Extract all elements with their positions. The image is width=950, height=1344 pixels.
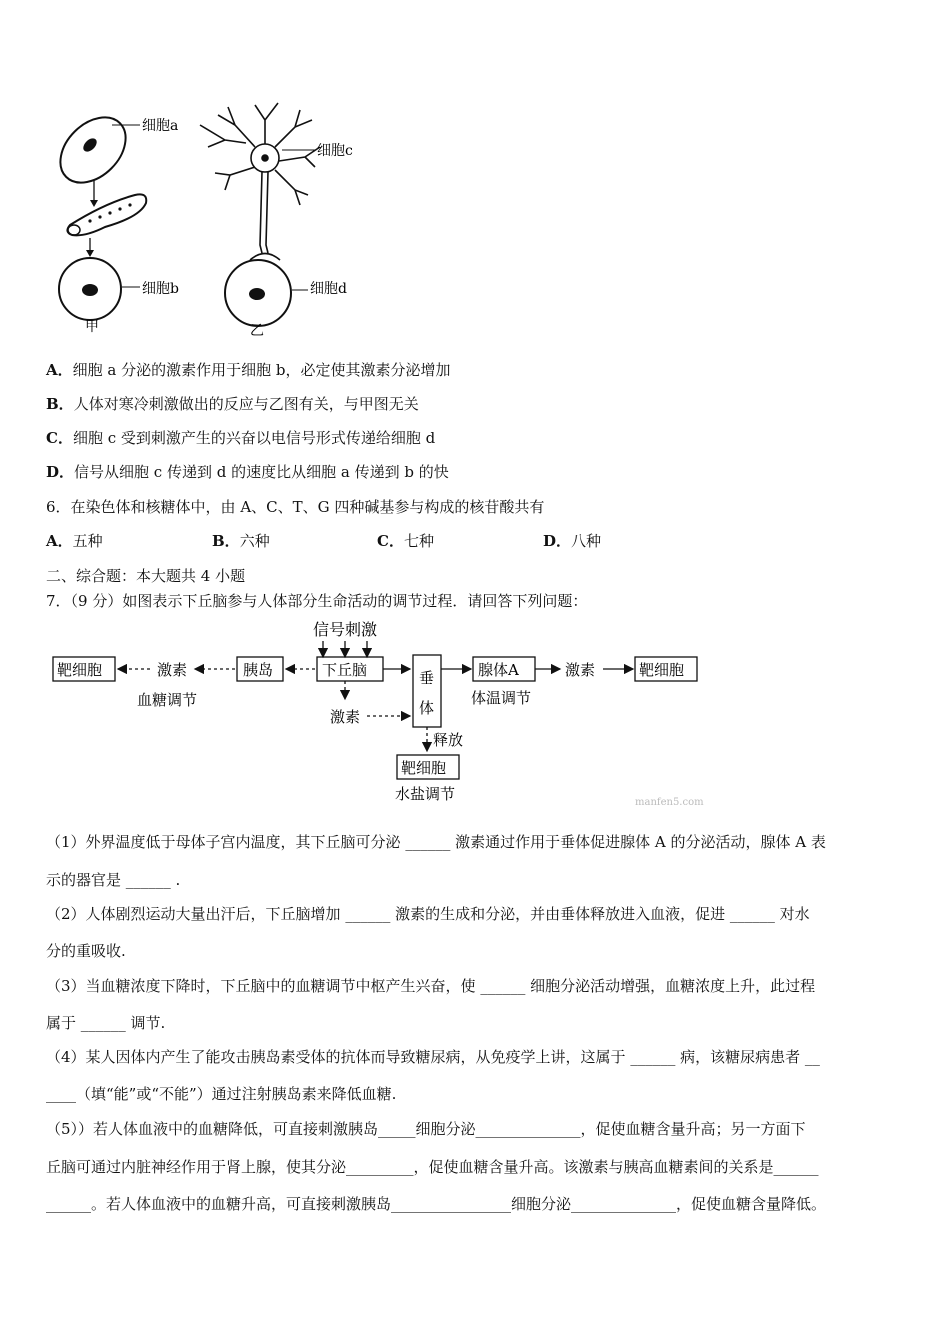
hormone-left-label: 激素 — [157, 661, 188, 679]
blood-sugar-label: 血糖调节 — [137, 691, 198, 709]
q7-part-3-line2: 属于 ______ 调节. — [46, 1014, 166, 1032]
figure-label-yi: 乙 — [250, 323, 264, 339]
q7-stem: 7．（9 分）如图表示下丘脑参与人体部分生命活动的调节过程．请回答下列问题： — [46, 592, 588, 610]
target-cell-bottom-label: 靶细胞 — [401, 759, 447, 777]
q7-part-1-line1: （1）外界温度低于母体子宫内温度，其下丘脑可分泌 ______ 激素通过作用于垂体促进腺体 A 的分泌活动，腺体 A 表 — [46, 833, 826, 851]
cell-b-drawing — [59, 258, 140, 320]
cell-a-label: 细胞a — [142, 118, 179, 134]
cell-b-label: 细胞b — [142, 281, 179, 297]
q6-option-a: A．五种 — [46, 532, 103, 550]
q6-stem: 6．在染色体和核糖体中，由 A、C、T、G 四种碱基参与构成的核苷酸共有 — [46, 498, 545, 516]
arrow-down-icon — [86, 250, 94, 257]
cell-d-label: 细胞d — [310, 281, 347, 297]
q5-option-c: C．细胞 c 受到刺激产生的兴奋以电信号形式传递给细胞 d — [46, 429, 436, 447]
watermark: manfen5.com — [635, 797, 704, 808]
target-cell-right-label: 靶细胞 — [639, 661, 685, 679]
release-label: 释放 — [433, 731, 464, 749]
q5-option-d: D．信号从细胞 c 传递到 d 的速度比从细胞 a 传递到 b 的快 — [46, 463, 449, 481]
gland-a-label: 腺体A — [478, 661, 519, 679]
cell-d-drawing — [225, 260, 308, 326]
q5-option-a: A．细胞 a 分泌的激素作用于细胞 b，必定使其激素分泌增加 — [46, 361, 451, 379]
figure-label-jia: 甲 — [85, 319, 99, 335]
hypothalamus-label: 下丘脑 — [322, 661, 368, 679]
neuron-c-drawing — [200, 103, 320, 260]
section-heading: 二、综合题：本大题共 4 小题 — [46, 567, 246, 585]
q7-part-2-line2: 分的重吸收. — [46, 942, 126, 960]
hormone-mid-label: 激素 — [330, 708, 361, 726]
arrow-down-icon — [90, 200, 98, 207]
q7-part-4-line2: ____（填“能”或“不能”）通过注射胰岛素来降低血糖. — [46, 1085, 397, 1103]
target-cell-left-label: 靶细胞 — [57, 661, 103, 679]
q7-part-5-line2: 丘脑可通过内脏神经作用于肾上腺，使其分泌_________，促使血糖含量升高。该激素与胰高血糖素间的关系是______ — [46, 1158, 819, 1176]
q7-part-3-line1: （3）当血糖浓度下降时，下丘脑中的血糖调节中枢产生兴奋，使 ______ 细胞分泌活动增强，血糖浓度上升，此过程 — [46, 977, 816, 995]
q5-option-b: B．人体对寒冷刺激做出的反应与乙图有关，与甲图无关 — [46, 395, 419, 413]
q7-part-1-line2: 示的器官是 ______ . — [46, 871, 181, 889]
temperature-label: 体温调节 — [471, 689, 532, 707]
q7-part-5-line3: ______。若人体血液中的血糖升高，可直接刺激胰岛________________细胞分泌______________，促使血糖含量降低。 — [46, 1195, 827, 1213]
hormone-right-label: 激素 — [565, 661, 596, 679]
hypothalamus-regulation-diagram — [45, 615, 725, 815]
q7-part-5-line1: （5））若人体血液中的血糖降低，可直接刺激胰岛_____细胞分泌______________，促使血糖含量升高；另一方面下 — [46, 1120, 806, 1138]
signal-stimulus-label: 信号刺激 — [313, 620, 378, 639]
q7-part-2-line1: （2）人体剧烈运动大量出汗后，下丘脑增加 ______ 激素的生成和分泌，并由垂体释放进入血液，促进 ______ 对水 — [46, 905, 810, 923]
q6-option-b: B．六种 — [212, 532, 270, 550]
q6-option-d: D．八种 — [543, 532, 602, 550]
blood-vessel-drawing — [67, 194, 146, 235]
islet-label: 胰岛 — [243, 661, 274, 679]
cell-signaling-figure — [50, 95, 370, 345]
q7-part-4-line1: （4）某人因体内产生了能攻击胰岛素受体的抗体而导致糖尿病，从免疫学上讲，这属于 ______ 病，该糖尿病患者 __ — [46, 1048, 820, 1066]
water-salt-label: 水盐调节 — [395, 785, 456, 803]
cell-a-drawing — [50, 105, 140, 196]
pituitary-label: 垂体 — [419, 669, 435, 717]
cell-c-label: 细胞c — [317, 143, 353, 159]
q6-option-c: C．七种 — [377, 532, 434, 550]
